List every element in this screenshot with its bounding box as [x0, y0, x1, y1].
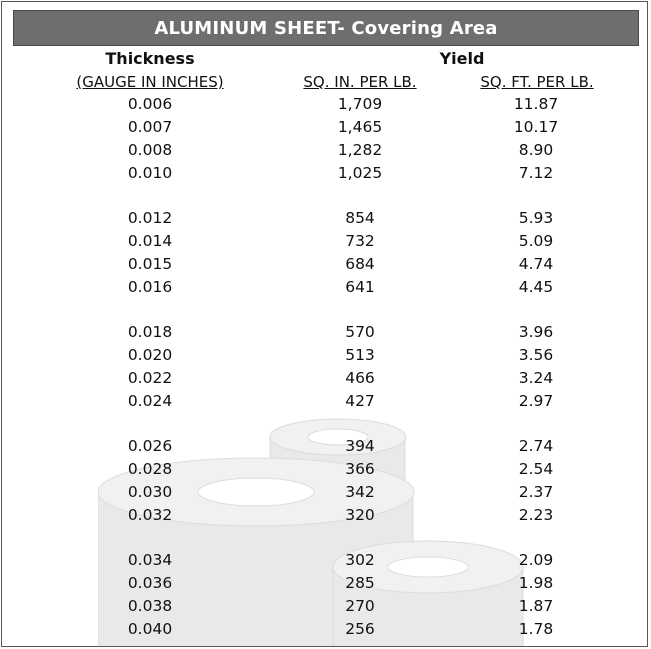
sq-ft-cell: 1.98: [518, 574, 554, 592]
sq-in-subheader: SQ. IN. PER LB.: [303, 73, 417, 91]
gauge-cell: 0.018: [127, 323, 173, 341]
sq-ft-cell: 2.09: [518, 551, 554, 569]
sq-in-cell: 427: [345, 392, 375, 410]
gauge-cell: 0.012: [127, 209, 173, 227]
yield-header: Yield: [439, 49, 485, 68]
gauge-cell: 0.008: [127, 141, 173, 159]
gauge-subheader: (GAUGE IN INCHES): [76, 73, 224, 91]
sq-ft-cell: 2.54: [518, 460, 554, 478]
sq-ft-cell: 4.45: [518, 278, 554, 296]
sq-in-cell: 320: [345, 506, 375, 524]
gauge-cell: 0.028: [127, 460, 173, 478]
sq-in-cell: 366: [345, 460, 375, 478]
sq-ft-cell: 2.97: [518, 392, 554, 410]
sq-ft-cell: 4.74: [518, 255, 554, 273]
sq-in-cell: 513: [345, 346, 375, 364]
sq-in-cell: 1,282: [337, 141, 383, 159]
sq-ft-cell: 1.87: [518, 597, 554, 615]
gauge-cell: 0.016: [127, 278, 173, 296]
sq-in-cell: 684: [345, 255, 375, 273]
page-title: ALUMINUM SHEET- Covering Area: [154, 17, 498, 39]
gauge-cell: 0.034: [127, 551, 173, 569]
sq-ft-cell: 3.56: [518, 346, 554, 364]
sq-ft-cell: 10.17: [513, 118, 559, 136]
sq-in-cell: 342: [345, 483, 375, 501]
gauge-cell: 0.030: [127, 483, 173, 501]
gauge-cell: 0.040: [127, 620, 173, 638]
sq-in-cell: 1,465: [337, 118, 383, 136]
gauge-cell: 0.038: [127, 597, 173, 615]
sq-ft-cell: 2.23: [518, 506, 554, 524]
gauge-cell: 0.015: [127, 255, 173, 273]
gauge-cell: 0.014: [127, 232, 173, 250]
gauge-cell: 0.032: [127, 506, 173, 524]
gauge-cell: 0.022: [127, 369, 173, 387]
sq-ft-cell: 3.24: [518, 369, 554, 387]
sq-in-cell: 854: [345, 209, 375, 227]
sq-in-cell: 270: [345, 597, 375, 615]
sq-in-cell: 394: [345, 437, 375, 455]
sq-in-cell: 302: [345, 551, 375, 569]
gauge-cell: 0.010: [127, 164, 173, 182]
sq-ft-cell: 2.37: [518, 483, 554, 501]
sq-ft-cell: 5.93: [518, 209, 554, 227]
sq-ft-cell: 11.87: [513, 95, 559, 113]
gauge-cell: 0.006: [127, 95, 173, 113]
sq-in-cell: 1,025: [337, 164, 383, 182]
sq-ft-cell: 2.74: [518, 437, 554, 455]
sq-ft-cell: 1.78: [518, 620, 554, 638]
sq-ft-cell: 7.12: [518, 164, 554, 182]
sq-in-cell: 570: [345, 323, 375, 341]
gauge-cell: 0.036: [127, 574, 173, 592]
sq-in-cell: 1,709: [337, 95, 383, 113]
sq-ft-cell: 5.09: [518, 232, 554, 250]
gauge-cell: 0.007: [127, 118, 173, 136]
sq-in-cell: 256: [345, 620, 375, 638]
gauge-cell: 0.024: [127, 392, 173, 410]
sq-in-cell: 466: [345, 369, 375, 387]
gauge-cell: 0.026: [127, 437, 173, 455]
sq-in-cell: 732: [345, 232, 375, 250]
sq-ft-subheader: SQ. FT. PER LB.: [480, 73, 594, 91]
sq-ft-cell: 3.96: [518, 323, 554, 341]
sq-in-cell: 285: [345, 574, 375, 592]
sq-ft-cell: 8.90: [518, 141, 554, 159]
title-bar: [13, 10, 639, 46]
gauge-cell: 0.020: [127, 346, 173, 364]
table-frame: [1, 1, 648, 647]
sq-in-cell: 641: [345, 278, 375, 296]
thickness-header: Thickness: [105, 49, 195, 68]
